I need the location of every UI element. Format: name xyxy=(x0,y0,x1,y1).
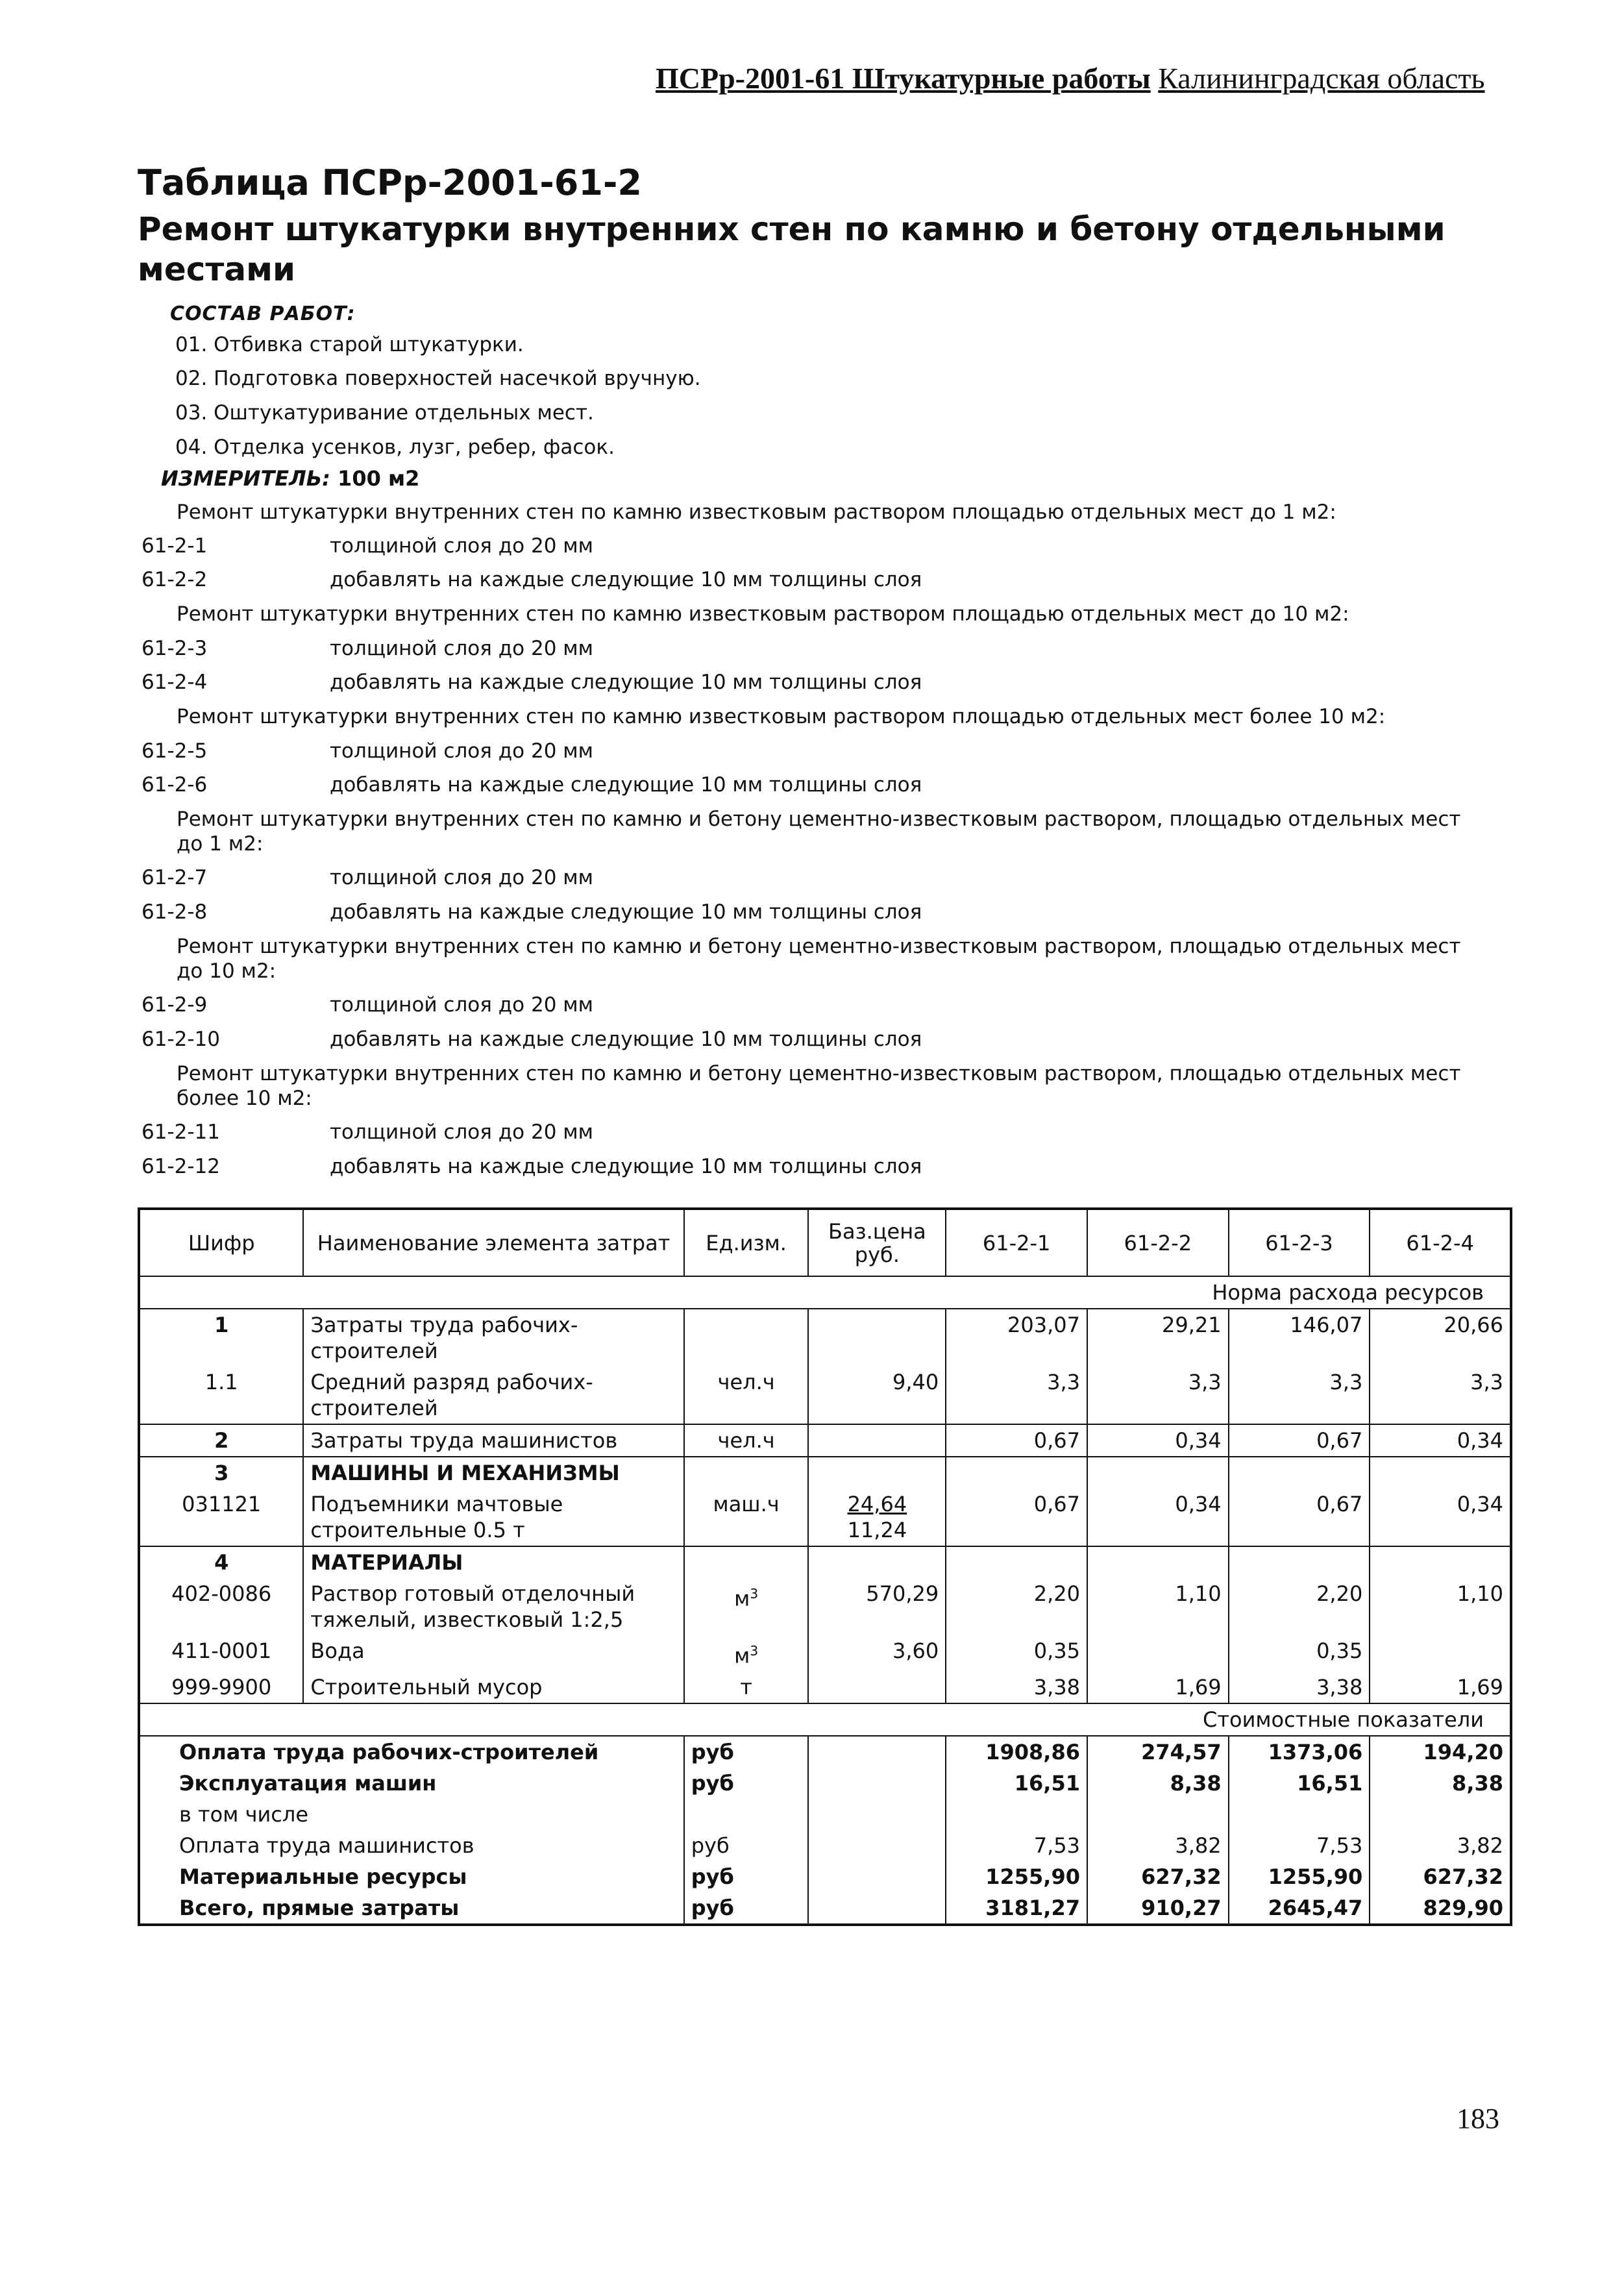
item-text: толщиной слоя до 20 мм xyxy=(330,637,594,660)
cell-value: 3,3 xyxy=(1229,1366,1370,1424)
cost-unit: руб xyxy=(684,1736,809,1768)
composition-heading: СОСТАВ РАБОТ: xyxy=(170,303,356,325)
cell-name: Раствор готовый отделочный тяжелый, известковый 1:2,5 xyxy=(303,1578,683,1635)
cost-value: 3,82 xyxy=(1370,1830,1511,1861)
item-code: 61-2-8 xyxy=(141,900,208,924)
cell-value: 2,20 xyxy=(1229,1578,1370,1635)
table-row xyxy=(139,1578,1511,1635)
cost-value: 1373,06 xyxy=(1229,1736,1370,1768)
item-code: 61-2-2 xyxy=(141,568,208,591)
cell-value: 0,34 xyxy=(1370,1489,1511,1546)
item-text: добавлять на каждые следующие 10 мм толщины слоя xyxy=(330,900,922,924)
header-col: 61-2-4 xyxy=(1370,1209,1511,1276)
cell-price: 570,29 xyxy=(808,1578,946,1635)
cost-row xyxy=(139,1799,1511,1830)
cell-value: 3,38 xyxy=(1229,1672,1370,1703)
cost-value: 7,53 xyxy=(1229,1830,1370,1861)
cell-name: Средний разряд рабочих-строителей xyxy=(303,1366,683,1424)
cell-shifr: 411-0001 xyxy=(171,1638,272,1663)
header-col: 61-2-3 xyxy=(1229,1209,1370,1276)
cost-value: 16,51 xyxy=(1229,1768,1370,1799)
cost-unit: руб xyxy=(684,1768,809,1799)
cell-price xyxy=(808,1424,946,1457)
cell-value: 1,10 xyxy=(1370,1578,1511,1635)
cell-shifr: 2 xyxy=(139,1424,303,1457)
cell-shifr: 031121 xyxy=(139,1489,303,1546)
header-unit: Ед.изм. xyxy=(684,1209,809,1276)
table-row xyxy=(139,1635,1511,1672)
item-code: 61-2-4 xyxy=(141,671,208,694)
group-description: Ремонт штукатурки внутренних стен по камню и бетону цементно-известковым раствором, площадью отдельных мест до 1 м2: xyxy=(177,808,1461,856)
price-value: 24,64 xyxy=(847,1492,907,1516)
cost-value: 910,27 xyxy=(1087,1892,1229,1925)
cost-name: Оплата труда машинистов xyxy=(179,1833,474,1858)
cell-value: 2,20 xyxy=(946,1578,1087,1635)
cell-price: 9,40 xyxy=(808,1366,946,1424)
item-text: добавлять на каждые следующие 10 мм толщины слоя xyxy=(330,1028,922,1051)
table-row xyxy=(139,1489,1511,1546)
cell-price: 3,60 xyxy=(808,1635,946,1672)
cost-value: 627,32 xyxy=(1370,1861,1511,1892)
header-col: 61-2-1 xyxy=(946,1209,1087,1276)
header-code: ПСРр-2001-61 Штукатурные работы xyxy=(656,62,1151,95)
cost-unit: руб xyxy=(684,1892,809,1925)
cost-name: в том числе xyxy=(179,1801,308,1827)
cell-value: 1,69 xyxy=(1087,1672,1229,1703)
cost-value: 16,51 xyxy=(946,1768,1087,1799)
cell-value: 1,69 xyxy=(1370,1672,1511,1703)
group-description: Ремонт штукатурки внутренних стен по камню и бетону цементно-известковым раствором, площадью отдельных мест более 10 м2: xyxy=(177,1062,1461,1110)
item-code: 61-2-5 xyxy=(141,739,208,763)
item-code: 61-2-1 xyxy=(141,534,208,558)
cell-value xyxy=(1370,1635,1511,1672)
cell-name: Затраты труда рабочих-строителей xyxy=(303,1309,683,1366)
cost-row xyxy=(139,1768,1511,1799)
group-description: Ремонт штукатурки внутренних стен по камню известковым раствором площадью отдельных мест более 10 м2: xyxy=(177,705,1386,728)
table-row xyxy=(139,1309,1511,1366)
cost-value: 627,32 xyxy=(1087,1861,1229,1892)
composition-item: 02. Подготовка поверхностей насечкой вручную. xyxy=(175,367,701,390)
cost-label-row xyxy=(139,1703,1511,1736)
header-name: Наименование элемента затрат xyxy=(303,1209,683,1276)
cell-value: 0,35 xyxy=(1229,1635,1370,1672)
cell-name: Затраты труда машинистов xyxy=(303,1424,683,1457)
cost-table xyxy=(138,1207,1512,1926)
cost-value: 274,57 xyxy=(1087,1736,1229,1768)
table-header-row xyxy=(139,1209,1511,1276)
item-code: 61-2-6 xyxy=(141,773,208,797)
cell-value: 1,10 xyxy=(1087,1578,1229,1635)
table-row xyxy=(139,1672,1511,1703)
norm-label: Норма расхода ресурсов xyxy=(139,1276,1511,1309)
cost-unit: руб xyxy=(684,1861,809,1892)
cost-value: 1908,86 xyxy=(946,1736,1087,1768)
composition-item: 01. Отбивка старой штукатурки. xyxy=(175,333,524,356)
item-text: добавлять на каждые следующие 10 мм толщины слоя xyxy=(330,671,922,694)
cost-row xyxy=(139,1892,1511,1925)
cell-value: 0,34 xyxy=(1087,1424,1229,1457)
cost-value: 194,20 xyxy=(1370,1736,1511,1768)
cell-shifr: 402-0086 xyxy=(171,1581,272,1606)
cell-value: 0,67 xyxy=(1229,1424,1370,1457)
item-code: 61-2-12 xyxy=(141,1155,220,1178)
item-text: толщиной слоя до 20 мм xyxy=(330,866,594,889)
cost-name: Оплата труда рабочих-строителей xyxy=(179,1739,599,1764)
group-description: Ремонт штукатурки внутренних стен по камню известковым раствором площадью отдельных мест до 1 м2: xyxy=(177,501,1336,524)
item-code: 61-2-10 xyxy=(141,1028,220,1051)
cell-shifr: 4 xyxy=(214,1550,229,1575)
item-text: добавлять на каждые следующие 10 мм толщины слоя xyxy=(330,1155,922,1178)
cell-value xyxy=(1087,1635,1229,1672)
cell-name: Вода xyxy=(303,1635,683,1672)
header-shifr: Шифр xyxy=(139,1209,303,1276)
cell-price xyxy=(808,1309,946,1366)
norm-label-row xyxy=(139,1276,1511,1309)
item-text: добавлять на каждые следующие 10 мм толщины слоя xyxy=(330,773,922,797)
cell-value: 0,67 xyxy=(946,1424,1087,1457)
table-title: Ремонт штукатурки внутренних стен по камню и бетону отдельными местами xyxy=(138,210,1446,288)
header-price: Баз.цена руб. xyxy=(808,1209,946,1276)
composition-item: 04. Отделка усенков, лузг, ребер, фасок. xyxy=(175,436,615,459)
header-region: Калининградская область xyxy=(1158,62,1485,95)
cell-price xyxy=(808,1489,946,1546)
cost-row xyxy=(139,1736,1511,1768)
cell-value: 3,3 xyxy=(1370,1366,1511,1424)
cell-value: 0,67 xyxy=(946,1489,1087,1546)
cell-value: 203,07 xyxy=(946,1309,1087,1366)
table-label: Таблица ПСРр-2001-61-2 xyxy=(138,162,642,203)
item-text: толщиной слоя до 20 мм xyxy=(330,534,594,558)
cell-value: 3,3 xyxy=(946,1366,1087,1424)
cell-name: Подъемники мачтовые строительные 0.5 т xyxy=(303,1489,683,1546)
price-value: 11,24 xyxy=(847,1518,907,1542)
table-row xyxy=(139,1424,1511,1457)
measure-line xyxy=(161,466,419,491)
section-title: МАТЕРИАЛЫ xyxy=(303,1546,683,1578)
cost-unit: руб xyxy=(684,1830,809,1861)
cell-unit: чел.ч xyxy=(684,1366,809,1424)
cell-unit: маш.ч xyxy=(684,1489,809,1546)
page-header xyxy=(656,60,1485,97)
cell-shifr: 999-9900 xyxy=(139,1672,303,1703)
cell-value: 0,67 xyxy=(1229,1489,1370,1546)
section-title: МАШИНЫ И МЕХАНИЗМЫ xyxy=(303,1457,683,1489)
cell-value: 29,21 xyxy=(1087,1309,1229,1366)
item-text: толщиной слоя до 20 мм xyxy=(330,993,594,1017)
cell-value: 3,38 xyxy=(946,1672,1087,1703)
cost-value: 829,90 xyxy=(1370,1892,1511,1925)
group-description: Ремонт штукатурки внутренних стен по камню и бетону цементно-известковым раствором, площадью отдельных мест до 10 м2: xyxy=(177,935,1461,983)
item-text: добавлять на каждые следующие 10 мм толщины слоя xyxy=(330,568,922,591)
group-description: Ремонт штукатурки внутренних стен по камню известковым раствором площадью отдельных мест до 10 м2: xyxy=(177,602,1349,626)
header-col: 61-2-2 xyxy=(1087,1209,1229,1276)
cell-unit: $м^3$ xyxy=(684,1578,809,1635)
cost-value: 8,38 xyxy=(1370,1768,1511,1799)
cost-value: 1255,90 xyxy=(946,1861,1087,1892)
cell-unit: чел.ч xyxy=(684,1424,809,1457)
cost-name: Эксплуатация машин xyxy=(179,1770,437,1796)
measure-label: ИЗМЕРИТЕЛЬ: xyxy=(161,466,330,491)
item-code: 61-2-11 xyxy=(141,1120,220,1144)
page-number: 183 xyxy=(1457,2103,1499,2134)
section-row xyxy=(139,1546,1511,1578)
cell-value: 0,34 xyxy=(1087,1489,1229,1546)
cell-value: 0,34 xyxy=(1370,1424,1511,1457)
cell-shifr: 1.1 xyxy=(139,1366,303,1424)
section-row xyxy=(139,1457,1511,1489)
item-text: толщиной слоя до 20 мм xyxy=(330,739,594,763)
table-row xyxy=(139,1366,1511,1424)
cell-value: 20,66 xyxy=(1370,1309,1511,1366)
cell-value: 0,35 xyxy=(946,1635,1087,1672)
cost-name: Всего, прямые затраты xyxy=(179,1895,460,1920)
cell-unit: $м^3$ xyxy=(684,1635,809,1672)
cost-row xyxy=(139,1830,1511,1861)
measure-value: 100 м2 xyxy=(338,466,420,491)
cost-value: 7,53 xyxy=(946,1830,1087,1861)
cost-value: 2645,47 xyxy=(1229,1892,1370,1925)
cost-value: 3,82 xyxy=(1087,1830,1229,1861)
composition-item: 03. Оштукатуривание отдельных мест. xyxy=(175,401,594,425)
cell-unit: т xyxy=(684,1672,809,1703)
cell-shifr: 3 xyxy=(214,1461,229,1485)
cell-value: 3,3 xyxy=(1087,1366,1229,1424)
cell-unit xyxy=(684,1309,809,1366)
cost-value: 1255,90 xyxy=(1229,1861,1370,1892)
cost-value: 8,38 xyxy=(1087,1768,1229,1799)
cell-value: 146,07 xyxy=(1229,1309,1370,1366)
cell-price xyxy=(808,1672,946,1703)
cost-name: Материальные ресурсы xyxy=(179,1864,467,1889)
cost-value: 3181,27 xyxy=(946,1892,1087,1925)
cell-name: Строительный мусор xyxy=(303,1672,683,1703)
cost-label: Стоимостные показатели xyxy=(139,1703,1511,1736)
item-text: толщиной слоя до 20 мм xyxy=(330,1120,594,1144)
cell-shifr: 1 xyxy=(214,1313,229,1337)
item-code: 61-2-9 xyxy=(141,993,208,1017)
item-code: 61-2-3 xyxy=(141,637,208,660)
cost-row xyxy=(139,1861,1511,1892)
item-code: 61-2-7 xyxy=(141,866,208,889)
